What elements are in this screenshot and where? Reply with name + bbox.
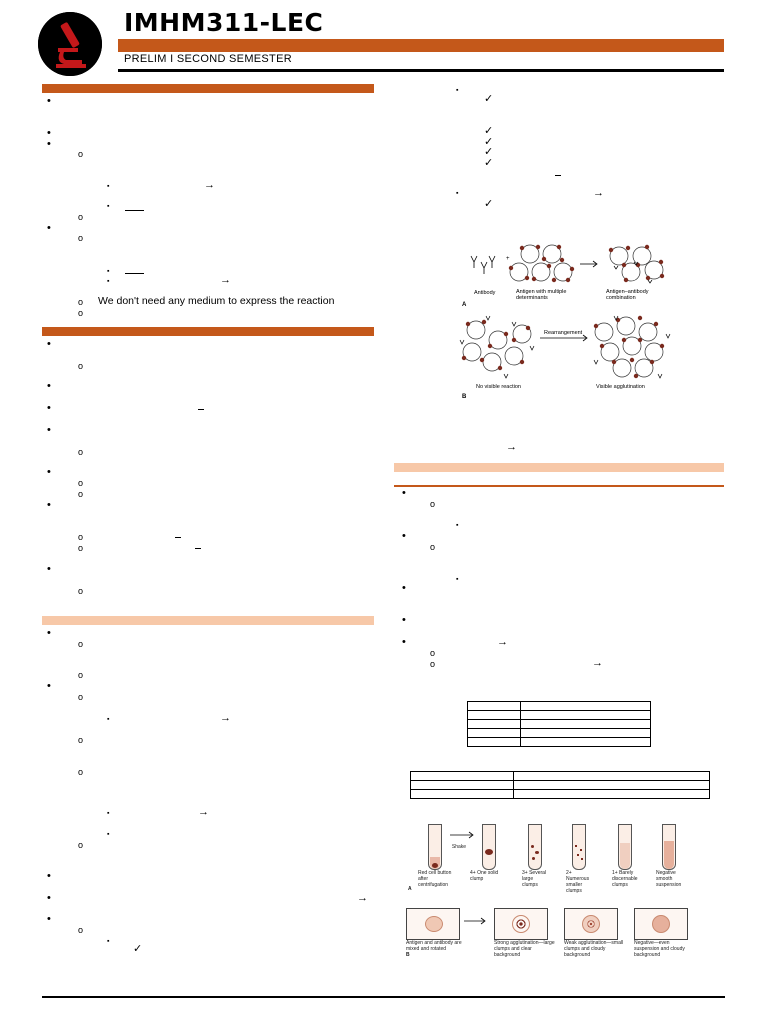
semester-subtitle: PRELIM I SECOND SEMESTER [124, 53, 292, 65]
tube-label-3: 2+ Numerous smaller clumps [566, 870, 590, 894]
dash-mark [555, 175, 561, 176]
sub-bullet: o [78, 308, 84, 318]
arrow-icon: → [357, 892, 368, 904]
label-antibody: Antibody [474, 290, 496, 296]
no-medium-text: We don't need any medium to express the reaction [98, 295, 335, 307]
section-header-3 [42, 616, 374, 625]
sub-bullet: o [78, 670, 84, 680]
bullet: • [47, 402, 51, 414]
section-header-4 [394, 463, 724, 472]
tube-label-1: 4+ One solid clump [470, 870, 499, 882]
arrow-icon: → [220, 712, 231, 724]
square-bullet: ▪ [107, 278, 110, 285]
dash-mark [198, 409, 204, 410]
section-header-4-rule [394, 485, 724, 487]
tube-grading-figure [408, 822, 708, 894]
label-visible: Visible agglutination [596, 384, 645, 390]
check-icon: ✓ [484, 198, 494, 210]
square-bullet: ▪ [456, 190, 459, 197]
label-antigen: Antigen with multiple determinants [516, 289, 567, 301]
sub-bullet: o [430, 659, 436, 669]
bullet: • [47, 499, 51, 511]
square-bullet: ▪ [107, 938, 110, 945]
sub-bullet: o [78, 361, 84, 371]
bullet: • [402, 487, 406, 499]
bullet: • [402, 614, 406, 626]
square-bullet: ▪ [107, 716, 110, 723]
bullet: • [47, 466, 51, 478]
square-bullet: ▪ [456, 522, 459, 529]
arrow-icon: → [198, 806, 209, 818]
bullet: • [402, 636, 406, 648]
sub-bullet: o [78, 735, 84, 745]
label-rearrangement: Rearrangement [544, 330, 583, 336]
sub-bullet: o [78, 233, 84, 243]
tube-negative [662, 824, 676, 870]
arrow-icon: → [220, 274, 231, 286]
footer-divider [42, 996, 725, 998]
slide-strong [494, 908, 548, 940]
tube-label-4: 1+ Barely discernable clumps [612, 870, 638, 888]
slide-panel-b: B [406, 952, 410, 958]
slide-arrow-icon [462, 916, 490, 926]
slide-mixed [406, 908, 460, 940]
dash-mark [175, 537, 181, 538]
shake-label: Shake [451, 844, 467, 850]
tube-label-0: Red cell button after centrifugation [418, 870, 452, 888]
grading-table-small [467, 701, 651, 747]
sub-bullet: o [78, 532, 84, 542]
sub-bullet: o [78, 212, 84, 222]
dash-mark [195, 548, 201, 549]
bullet: • [47, 680, 51, 692]
sub-bullet: o [430, 648, 436, 658]
square-bullet: ▪ [107, 268, 110, 275]
check-icon: ✓ [484, 136, 494, 148]
sub-bullet: o [78, 447, 84, 457]
square-bullet: ▪ [107, 183, 110, 190]
check-icon: ✓ [484, 93, 494, 105]
bullet: • [47, 95, 51, 107]
arrow-icon: → [506, 441, 517, 453]
sub-bullet: o [78, 149, 84, 159]
sub-bullet: o [78, 543, 84, 553]
square-bullet: ▪ [456, 87, 459, 94]
slide-negative [634, 908, 688, 940]
square-bullet: ▪ [107, 203, 110, 210]
sub-bullet: o [78, 767, 84, 777]
arrow-icon: → [497, 636, 508, 648]
underline-mark [125, 210, 144, 211]
microscope-logo-icon [38, 12, 102, 76]
bullet: • [47, 563, 51, 575]
square-bullet: ▪ [107, 831, 110, 838]
course-title: IMHM311-LEC [124, 8, 324, 37]
shake-arrow-icon [448, 830, 478, 840]
tube-label-5: Negative smooth suspension [656, 870, 682, 888]
sub-bullet: o [78, 639, 84, 649]
arrow-icon: → [204, 179, 215, 191]
square-bullet: ▪ [456, 576, 459, 583]
section-header-1 [42, 84, 374, 93]
underline-mark [125, 273, 144, 274]
check-icon: ✓ [484, 146, 494, 158]
bullet: • [47, 870, 51, 882]
slide-weak [564, 908, 618, 940]
check-icon: ✓ [133, 943, 143, 955]
grading-table-wide [410, 771, 710, 799]
tube-2plus [572, 824, 586, 870]
sub-bullet: o [78, 478, 84, 488]
label-combination: Antigen–antibody combination [606, 289, 649, 301]
slide-label-3: Negative—even suspension and cloudy background [634, 940, 685, 958]
title-accent-bar [118, 39, 724, 52]
bullet: • [47, 913, 51, 925]
bullet: • [47, 380, 51, 392]
slide-label-1: Strong agglutination—large clumps and clear background [494, 940, 555, 958]
slide-grading-figure [404, 906, 714, 958]
tube-panel-a: A [408, 886, 412, 892]
bullet: • [47, 127, 51, 139]
bullet: • [402, 582, 406, 594]
sub-bullet: o [78, 692, 84, 702]
sub-bullet: o [78, 489, 84, 499]
tube-button [428, 824, 442, 870]
sub-bullet: o [430, 499, 436, 509]
bullet: • [47, 338, 51, 350]
sub-bullet: o [78, 586, 84, 596]
check-icon: ✓ [484, 157, 494, 169]
square-bullet: ▪ [107, 810, 110, 817]
arrow-icon: → [593, 187, 604, 199]
panel-a-label: A [462, 302, 467, 308]
bullet: • [47, 892, 51, 904]
sub-bullet: o [78, 297, 84, 307]
tube-1plus [618, 824, 632, 870]
sub-bullet: o [78, 925, 84, 935]
section-header-2 [42, 327, 374, 336]
agglutination-figure [456, 234, 696, 406]
tube-3plus [528, 824, 542, 870]
panel-b-label: B [462, 394, 467, 400]
sub-bullet: o [78, 840, 84, 850]
header-divider [118, 69, 724, 72]
check-icon: ✓ [484, 125, 494, 137]
plus-sign: + [506, 256, 510, 262]
slide-label-0: Antigen and antibody are mixed and rotated [406, 940, 462, 952]
label-no-visible: No visible reaction [476, 384, 521, 390]
bullet: • [47, 222, 51, 234]
bullet: • [47, 138, 51, 150]
slide-label-2: Weak agglutination—small clumps and cloudy background [564, 940, 624, 958]
tube-label-2: 3+ Several large clumps [522, 870, 547, 888]
arrow-icon: → [592, 657, 603, 669]
bullet: • [47, 627, 51, 639]
bullet: • [47, 424, 51, 436]
bullet: • [402, 530, 406, 542]
tube-4plus [482, 824, 496, 870]
sub-bullet: o [430, 542, 436, 552]
